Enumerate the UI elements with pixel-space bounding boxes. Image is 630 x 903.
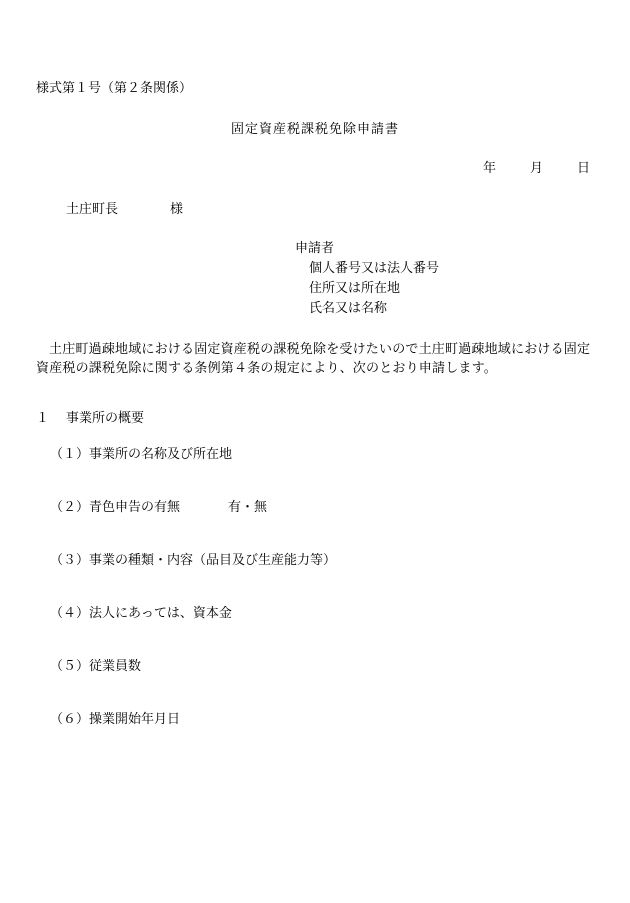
- date-month-label: 月: [529, 161, 543, 176]
- applicant-field-name: 氏名又は名称: [309, 301, 388, 316]
- section-title: 事業所の概要: [66, 411, 145, 426]
- applicant-field-address: 住所又は所在地: [309, 281, 401, 296]
- item-start-date: [50, 711, 180, 729]
- application-statement: 土庄町過疎地域における固定資産税の課税免除を受けたいので土庄町過疎地域における固定資産税の課税免除に関する条例第４条の規定により、次のとおり申請します。: [36, 342, 591, 376]
- item-office-name-location: [50, 446, 232, 464]
- item-label: （４）法人にあっては、資本金: [50, 606, 232, 621]
- addressee-honorific: 様: [170, 202, 184, 217]
- date-row: [483, 160, 590, 178]
- addressee-name: 土庄町長: [66, 202, 119, 217]
- form-number: 様式第１号（第２条関係）: [36, 81, 193, 96]
- document-title: 固定資産税課税免除申請書: [230, 122, 399, 137]
- date-day-label: 日: [576, 161, 590, 176]
- date-year-label: 年: [482, 161, 496, 176]
- section-number: １: [36, 411, 50, 426]
- item-label: （５）従業員数: [50, 659, 142, 674]
- applicant-heading: 申請者: [295, 241, 335, 256]
- item-label: （２）青色申告の有無: [50, 500, 181, 515]
- applicant-field-number: 個人番号又は法人番号: [309, 261, 440, 276]
- item-label: （３）事業の種類・内容（品目及び生産能力等）: [50, 553, 337, 568]
- addressee: [66, 201, 183, 219]
- item-value-yes-no: 有・無: [228, 500, 268, 515]
- item-label: （６）操業開始年月日: [50, 712, 181, 727]
- item-employee-count: [50, 658, 141, 676]
- section-heading: [36, 410, 144, 428]
- item-blue-return: [50, 499, 267, 517]
- applicant-block: [295, 240, 439, 320]
- item-capital: [50, 605, 232, 623]
- item-business-type: [50, 552, 336, 570]
- item-label: （１）事業所の名称及び所在地: [50, 447, 233, 462]
